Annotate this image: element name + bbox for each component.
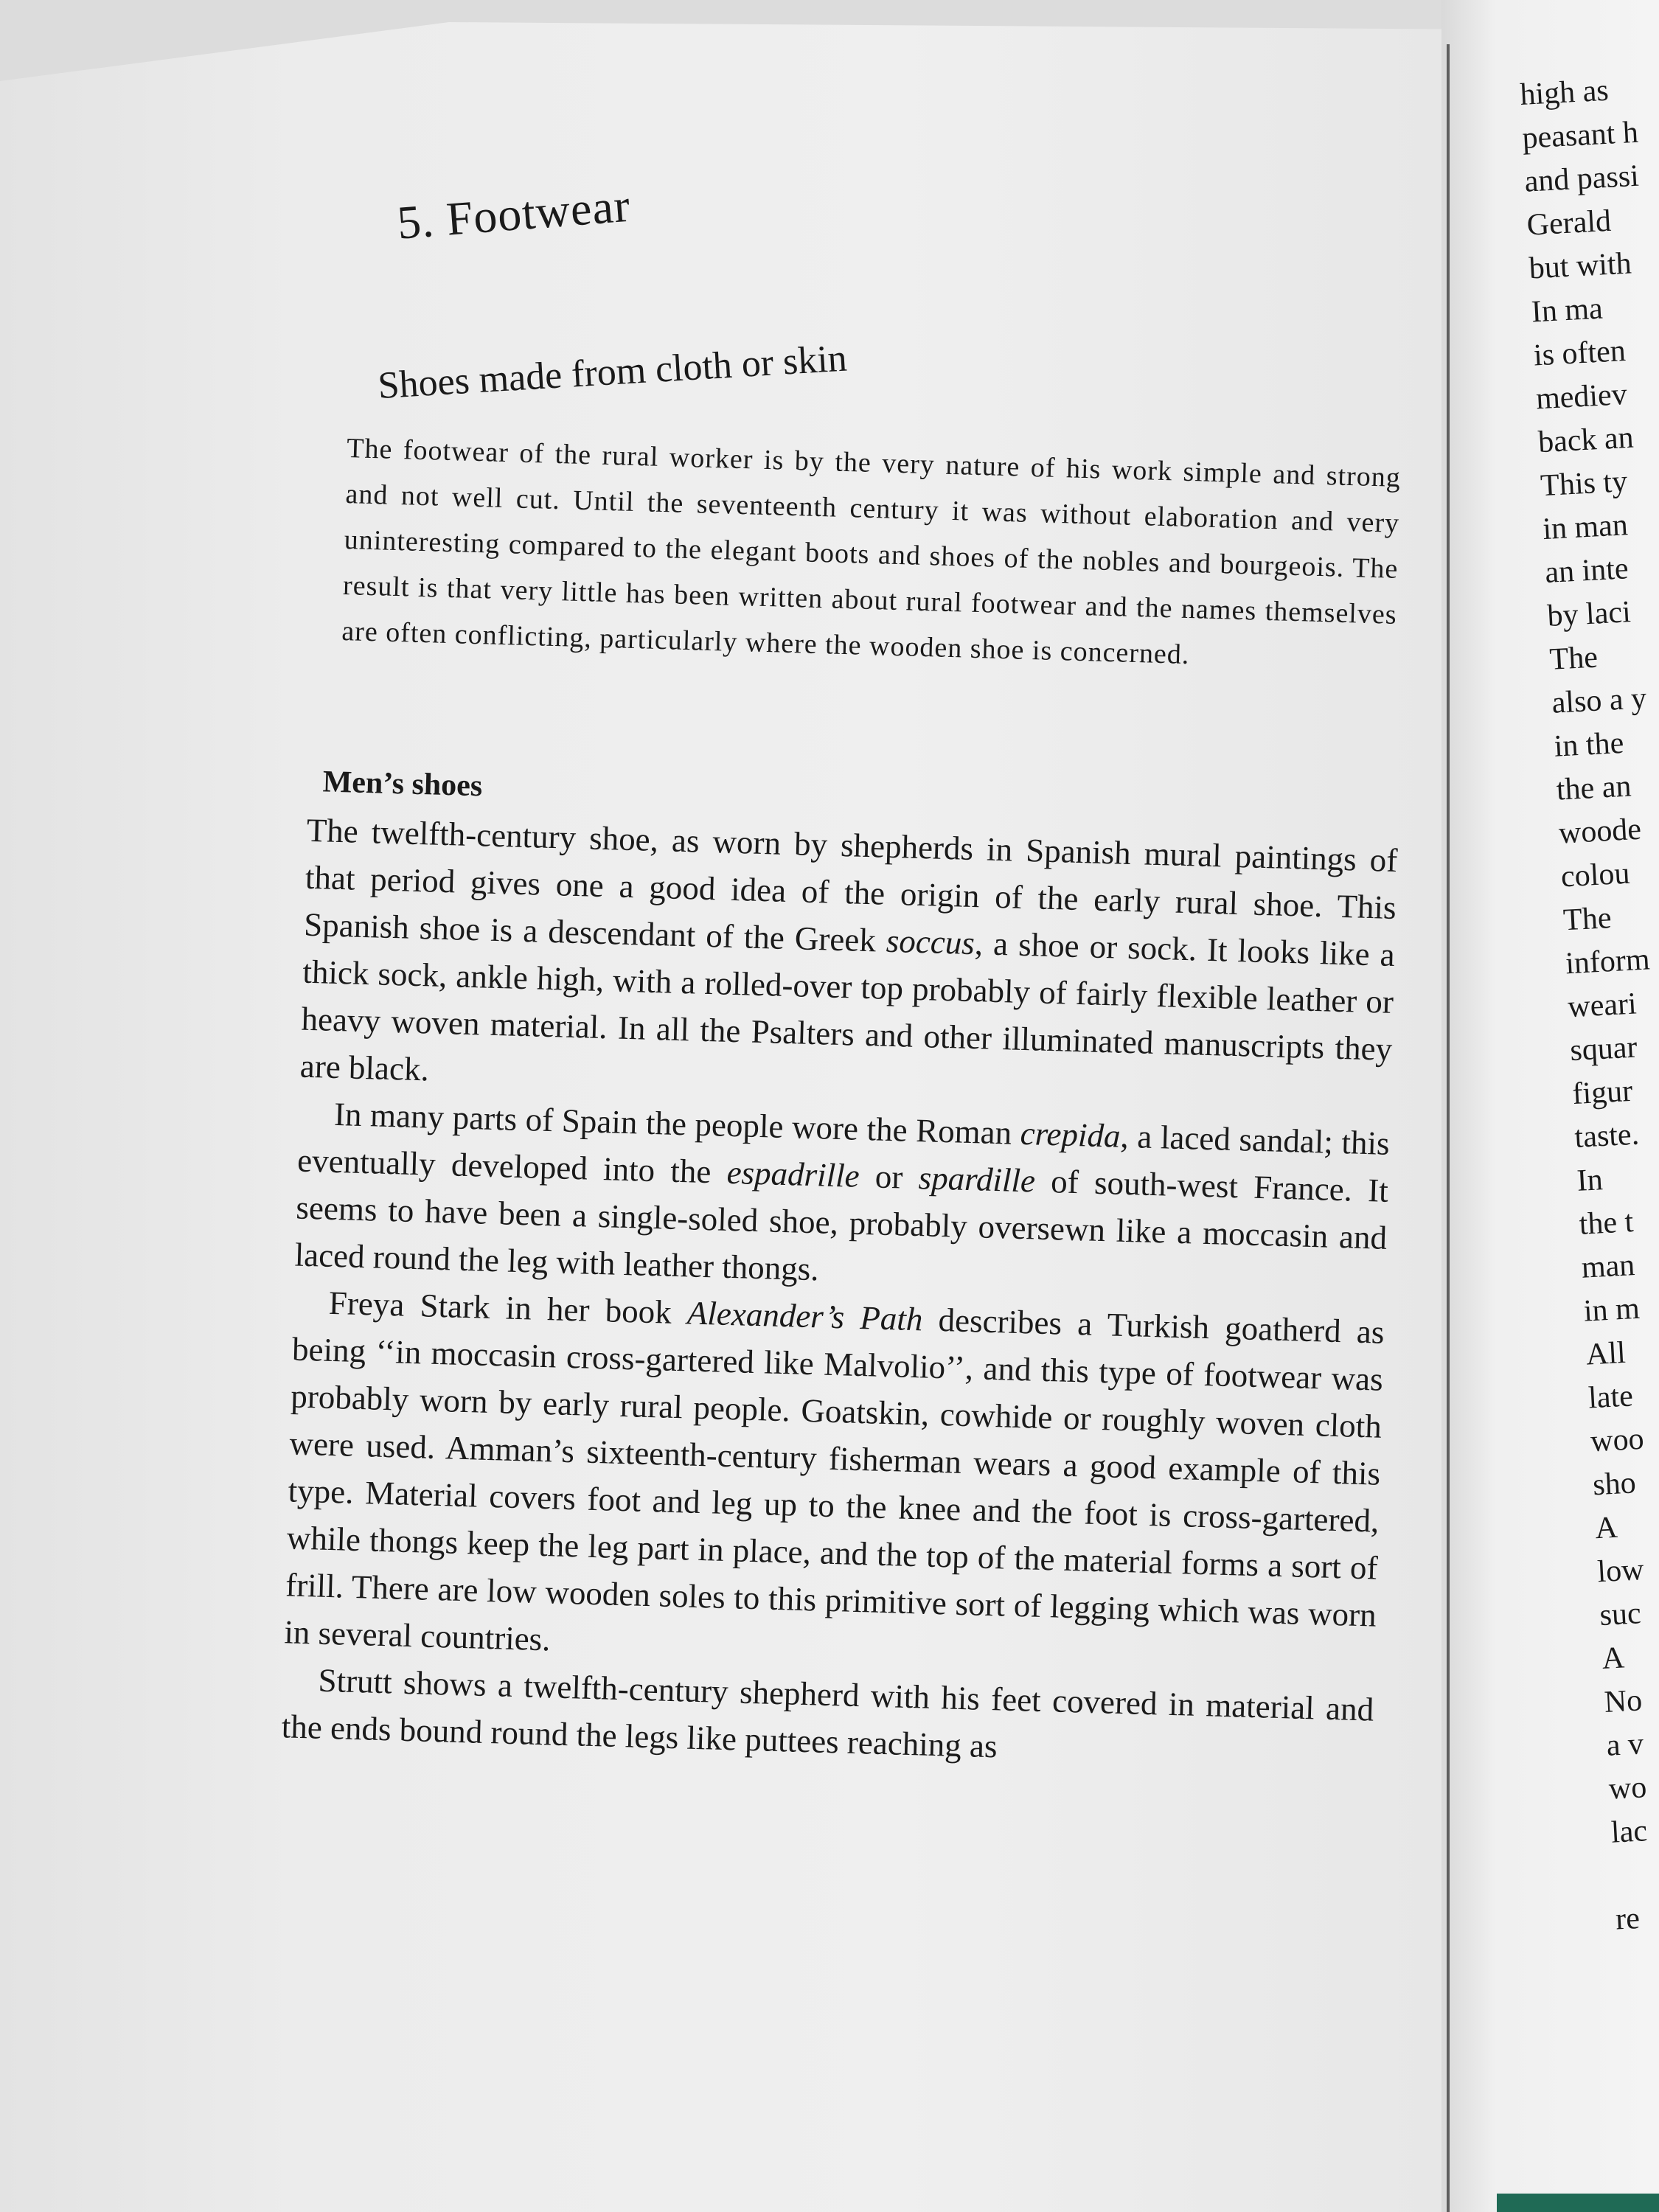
right-page-line: This ty (1540, 465, 1629, 504)
right-page-line: is often (1532, 333, 1627, 373)
right-page-line: in m (1582, 1291, 1641, 1329)
p3-text-b: describes a Turkish goatherd as being ‘‘in moccasin cross-gartered like Malvolio’’, and this type of footwear was probably worn by early rural people. Goatskin, cowhide or roughly woven cloth were used. Amman’s sixteenth-century fisherman wears a good example of this type. Material covers foot and leg up to the knee and the foot is cross-gartered, while thongs keep the leg part in place, and the top of the material forms a sort of frill. There are low wooden soles to this primitive sort of legging which was worn in several countries. (283, 1301, 1385, 1658)
p2-text-a: In many parts of Spain the people wore the Roman (333, 1095, 1021, 1152)
p3-italic: Alexander’s Path (686, 1294, 924, 1338)
p1-text-b: , a shoe or sock. It looks like a thick sock, ankle high, with a rolled-over top probably of fairly flexible leather or heavy woven material. In all the Psalters and other illuminated manuscripts they are black. (299, 925, 1396, 1088)
right-page-line: late (1587, 1379, 1634, 1416)
p2-italic-1: crepida (1020, 1114, 1121, 1155)
right-page-line: the an (1555, 769, 1632, 807)
right-page-line: back an (1537, 420, 1635, 460)
p2-text-d: of south-west France. It seems to have been a single-soled shoe, probably oversewn like a moccasin and laced round the leg with leather thongs. (294, 1162, 1389, 1288)
right-page-line: the t (1578, 1205, 1635, 1242)
p2-italic-2: espadrille (726, 1153, 860, 1194)
right-page-line: re (1615, 1901, 1641, 1937)
right-page-line (1613, 1847, 1659, 1898)
p1-text-a: The twelfth-century shoe, as worn by shepherds in Spanish mural paintings of that period gives one a good idea of the origin of the early rural shoe. This Spanish shoe is a descendant of the Greek (303, 811, 1398, 959)
right-page-line: figur (1571, 1074, 1634, 1112)
right-page-line: in man (1542, 508, 1629, 547)
chapter-title: 5. Footwear (395, 178, 633, 249)
right-page-line: peasant h (1521, 115, 1640, 156)
right-page-line: All (1585, 1335, 1627, 1372)
right-page-line: an inte (1544, 552, 1630, 591)
paragraph-3 (284, 1278, 1385, 1686)
paragraph-1 (299, 807, 1398, 1120)
right-page-line: In (1576, 1163, 1604, 1198)
right-page-line: low (1596, 1552, 1645, 1590)
right-page-line: taste. (1573, 1117, 1641, 1155)
right-page-line: woo (1590, 1422, 1645, 1459)
right-page-line: suc (1599, 1596, 1642, 1633)
right-page-line: inform (1565, 942, 1651, 981)
right-page-line: squar (1569, 1030, 1638, 1068)
right-page-line: lac (1610, 1814, 1649, 1850)
right-page-line: sho (1592, 1466, 1637, 1503)
right-page-line: No (1603, 1683, 1644, 1719)
right-page-line: in the (1553, 726, 1625, 764)
p1-italic: soccus (886, 922, 975, 962)
right-page-line: woode (1557, 812, 1643, 851)
right-page-line: A (1601, 1641, 1626, 1677)
right-page-line: Gerald (1526, 204, 1613, 243)
p2-text-b: , a laced sandal; this eventually developed into the (296, 1117, 1391, 1191)
p2-italic-3: spardille (918, 1159, 1036, 1200)
intro-paragraph: The footwear of the rural worker is by the very nature of his work simple and strong and not well cut. Until the seventeenth century it was without elaboration and very uninteresting compared to the elegant boots and shoes of the nobles and bourgeois. The result is that very little has been written about rural footwear and the names themselves are often conflicting, particularly where the wooden shoe is concerned. (341, 433, 1402, 671)
right-page-line: wo (1607, 1770, 1648, 1806)
section-title: Shoes made from cloth or skin (377, 337, 849, 408)
right-page-line: man (1580, 1248, 1636, 1285)
left-page-text (200, 178, 1408, 1780)
right-page-line: a v (1605, 1727, 1645, 1763)
right-page-line: also a y (1551, 681, 1648, 720)
subheading-mens-shoes: Men’s shoes (322, 765, 483, 804)
paragraph-4: Strutt shows a twelfth-century shepherd with his feet covered in material and the ends bound round the legs like puttees reaching as (281, 1661, 1374, 1765)
right-page-line: and passi (1523, 159, 1640, 199)
right-page-line: but with (1528, 246, 1632, 286)
right-page-line: mediev (1534, 377, 1628, 417)
cover-edge (1497, 2194, 1659, 2212)
right-page-line: The (1562, 901, 1613, 938)
p3-text-a: Freya Stark in her book (328, 1284, 688, 1332)
right-page-line: The (1548, 640, 1599, 677)
book-spine (1447, 44, 1450, 2212)
right-page-line: by laci (1546, 595, 1632, 633)
right-page-line: In ma (1530, 291, 1604, 330)
right-page-line: weari (1567, 987, 1638, 1025)
right-page-line: A (1594, 1510, 1618, 1546)
p2-text-c: or (858, 1157, 919, 1197)
right-page-line: colou (1559, 856, 1631, 894)
paragraph-2 (294, 1090, 1391, 1309)
right-page-line: high as (1519, 73, 1610, 112)
